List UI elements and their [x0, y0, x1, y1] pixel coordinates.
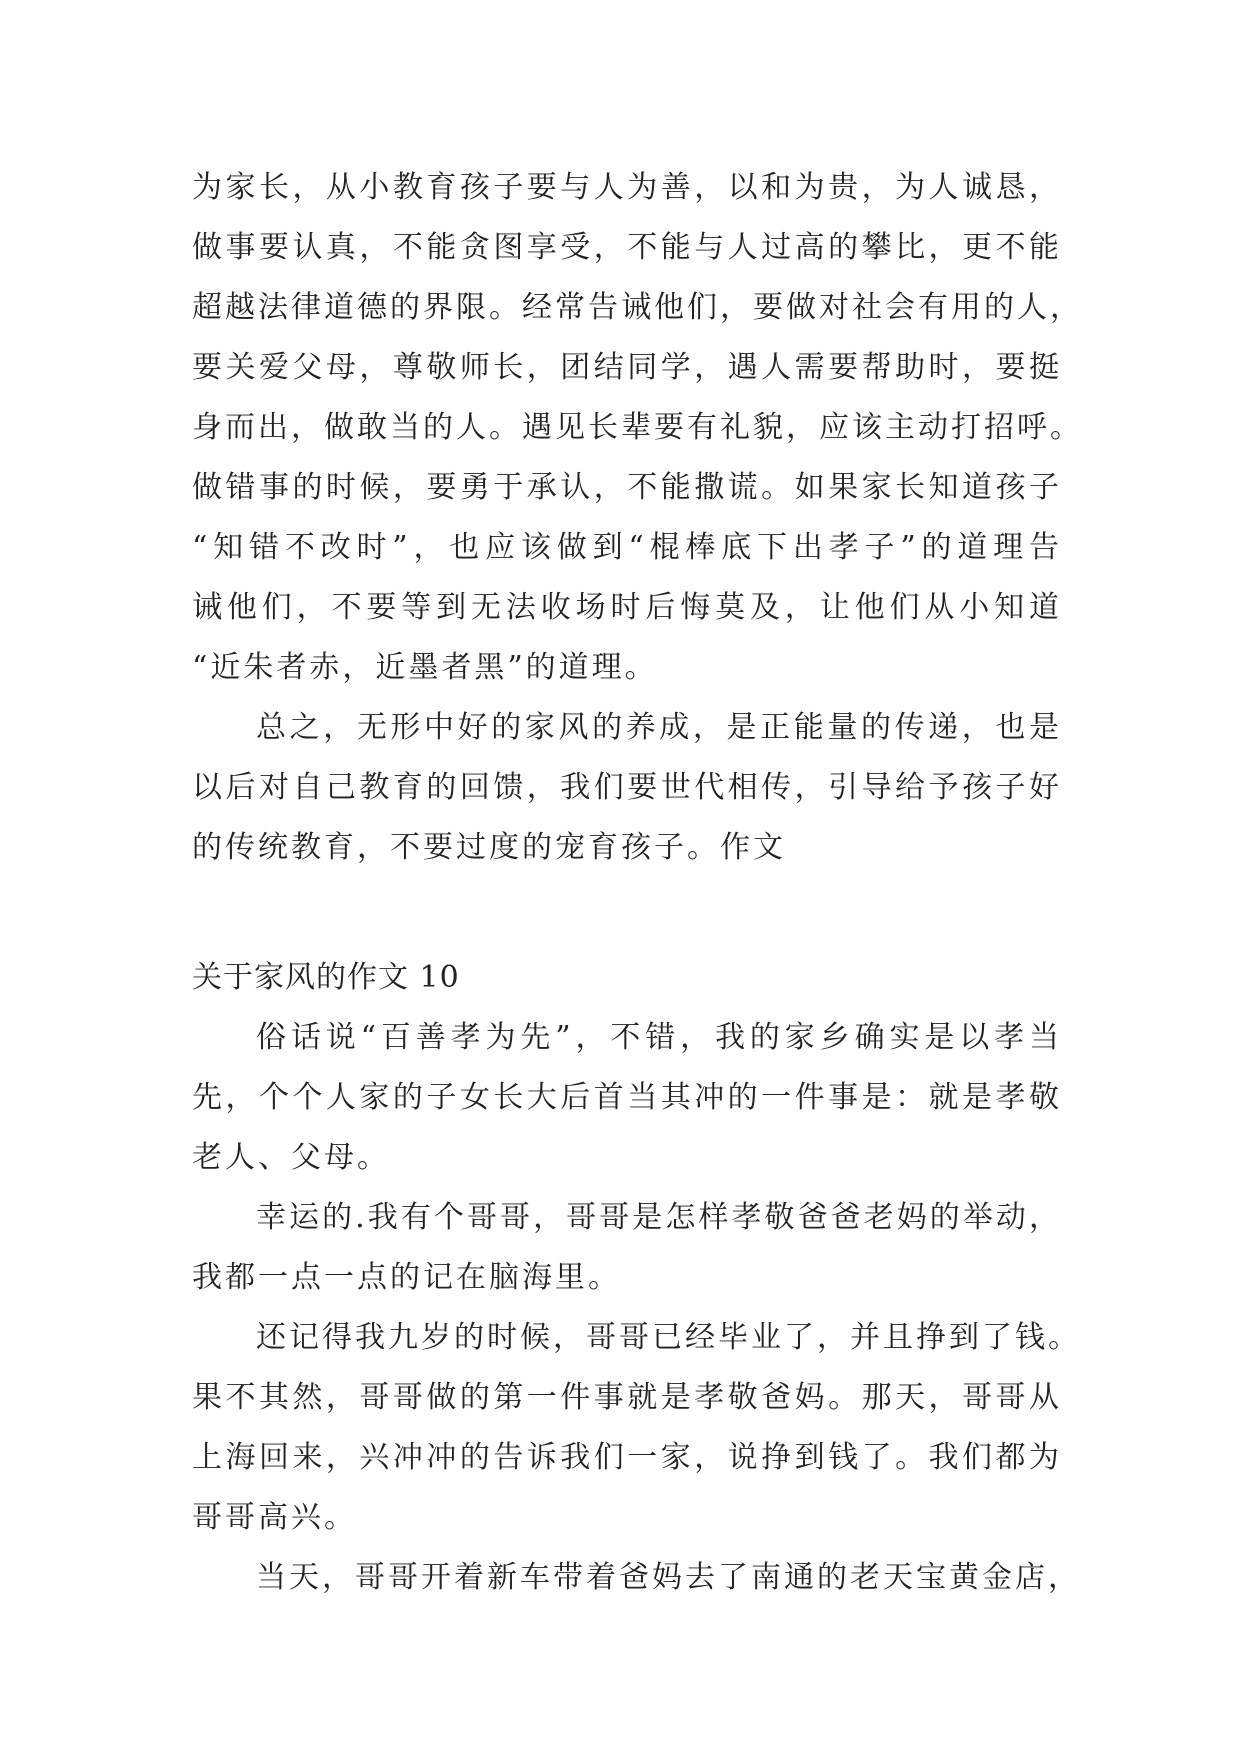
paragraph	[192, 1308, 1081, 1548]
text-line: “近朱者赤，近墨者黑”的道理。	[192, 650, 658, 685]
text-line: 做事要认真，不能贪图享受，不能与人过高的攀比，更不能	[192, 230, 1062, 265]
paragraph	[192, 1008, 1062, 1188]
text-line: 总之，无形中好的家风的养成，是正能量的传递，也是	[256, 710, 1062, 745]
text-line: 果不其然，哥哥做的第一件事就是孝敬爸妈。那天，哥哥从	[192, 1380, 1062, 1415]
text-line: 做错事的时候，要勇于承认，不能撒谎。如果家长知道孩子	[192, 470, 1062, 505]
text-line: 身而出，做敢当的人。遇见长辈要有礼貌，应该主动打招呼。	[192, 410, 1083, 445]
text-line: 的传统教育，不要过度的宠育孩子。作文	[192, 830, 786, 865]
text-line: 超越法律道德的界限。经常告诫他们，要做对社会有用的人，	[192, 290, 1083, 325]
paragraph	[192, 1188, 1062, 1308]
text-line: 我都一点一点的记在脑海里。	[192, 1260, 621, 1295]
text-line: 俗话说“百善孝为先”，不错，我的家乡确实是以孝当	[256, 1020, 1062, 1055]
paragraph	[192, 1548, 1081, 1608]
text-line: 为家长，从小教育孩子要与人为善，以和为贵，为人诚恳，	[192, 170, 1062, 205]
text-line: 还记得我九岁的时候，哥哥已经毕业了，并且挣到了钱。	[256, 1320, 1081, 1355]
text-line: “知错不改时”，也应该做到“棍棒底下出孝子”的道理告	[192, 530, 1062, 565]
text-line: 当天，哥哥开着新车带着爸妈去了南通的老天宝黄金店，	[256, 1560, 1081, 1595]
section-title: 关于家风的作文 10	[192, 960, 460, 995]
text-line: 幸运的.我有个哥哥，哥哥是怎样孝敬爸爸老妈的举动，	[256, 1200, 1062, 1235]
paragraph	[192, 158, 1083, 698]
section-spacer	[192, 878, 1062, 948]
document-body	[192, 158, 1083, 1608]
text-line: 上海回来，兴冲冲的告诉我们一家，说挣到钱了。我们都为	[192, 1440, 1062, 1475]
text-line: 诫他们，不要等到无法收场时后悔莫及，让他们从小知道	[192, 590, 1062, 625]
paragraph	[192, 698, 1062, 878]
text-line: 老人、父母。	[192, 1140, 390, 1175]
text-line: 以后对自己教育的回馈，我们要世代相传，引导给予孩子好	[192, 770, 1062, 805]
text-line: 哥哥高兴。	[192, 1500, 357, 1535]
text-line: 要关爱父母，尊敬师长，团结同学，遇人需要帮助时，要挺	[192, 350, 1062, 385]
text-line: 先，个个人家的子女长大后首当其冲的一件事是：就是孝敬	[192, 1080, 1062, 1115]
